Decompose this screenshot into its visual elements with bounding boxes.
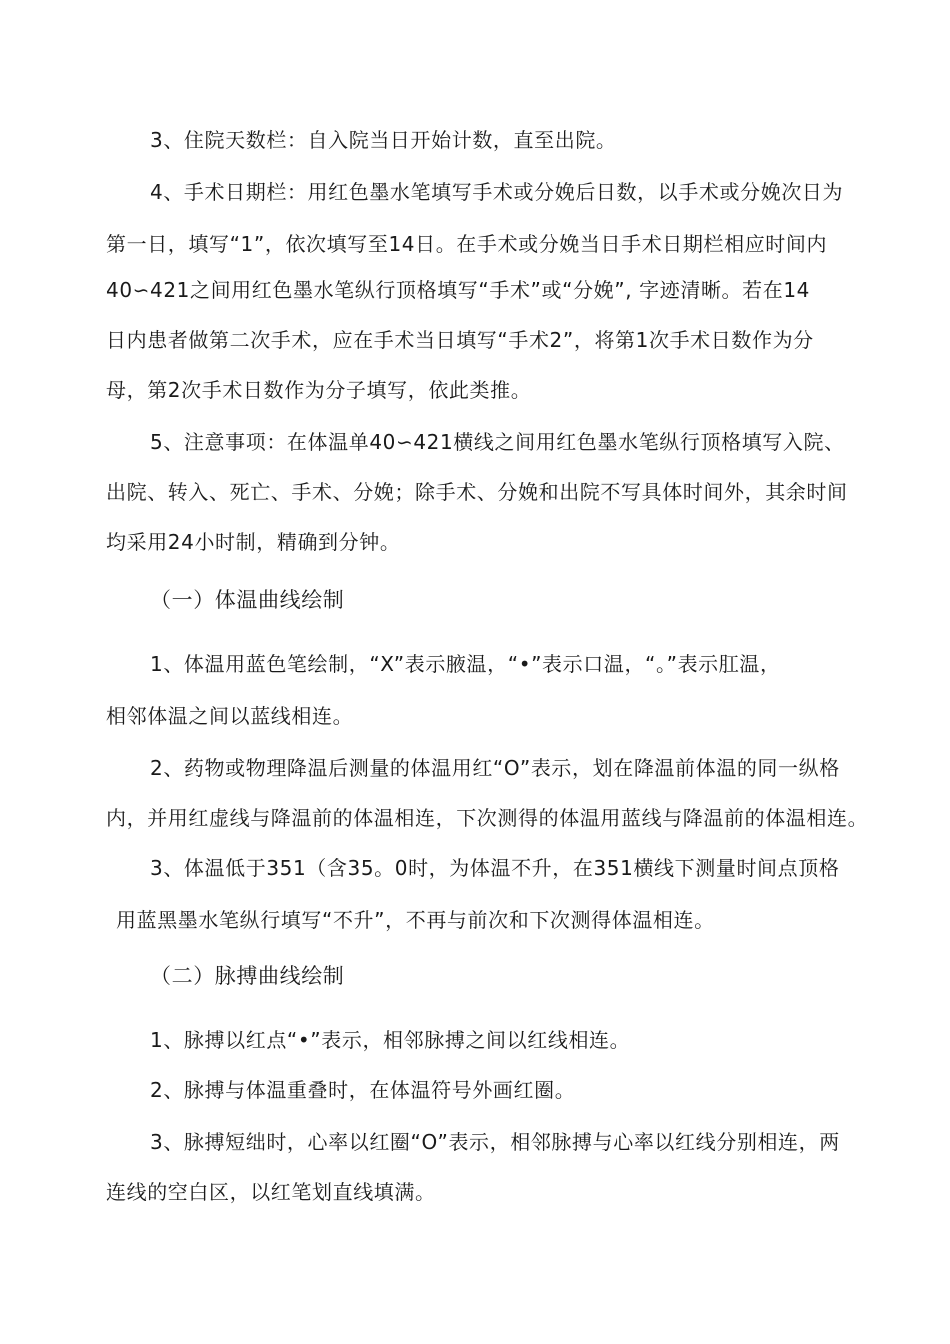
paragraph-surgery-date-line-4: 日内患者做第二次手术，应在手术当日填写“手术2”，将第1次手术日数作为分 — [106, 328, 814, 352]
paragraph-surgery-date-line-1: 4、手术日期栏：用红色墨水笔填写手术或分娩后日数，以手术或分娩次日为 — [150, 180, 844, 204]
paragraph-pulse-deficit-line-1: 3、脉搏短绌时，心率以红圈“O”表示，相邻脉搏与心率以红线分别相连，两 — [150, 1130, 840, 1154]
paragraph-low-temp-line-2: 用蓝黑墨水笔纵行填写“不升”，不再与前次和下次测得体温相连。 — [116, 908, 715, 932]
paragraph-surgery-date-line-2: 第一日，填写“1”，依次填写至14日。在手术或分娩当日手术日期栏相应时间内 — [106, 232, 828, 256]
section-heading-temperature: （一）体温曲线绘制 — [150, 588, 345, 612]
paragraph-surgery-date-line-3: 40∽421之间用红色墨水笔纵行顶格填写“手术”或“分娩”, 字迹清晰。若在14 — [106, 278, 810, 302]
paragraph-cooling-line-2: 内，并用红虚线与降温前的体温相连，下次测得的体温用蓝线与降温前的体温相连。 — [106, 806, 869, 830]
paragraph-notes-line-3: 均采用24小时制，精确到分钟。 — [106, 530, 401, 554]
paragraph-surgery-date-line-5: 母，第2次手术日数作为分子填写，依此类推。 — [106, 378, 532, 402]
paragraph-low-temp-line-1: 3、体温低于351（含35。0时，为体温不升，在351横线下测量时间点顶格 — [150, 856, 840, 880]
paragraph-temp-symbols-line-1: 1、体温用蓝色笔绘制，“X”表示腋温，“•”表示口温，“。”表示肛温， — [150, 652, 781, 676]
paragraph-hospital-days: 3、住院天数栏：自入院当日开始计数，直至出院。 — [150, 128, 617, 152]
paragraph-pulse-deficit-line-2: 连线的空白区，以红笔划直线填满。 — [106, 1180, 436, 1204]
paragraph-notes-line-1: 5、注意事项：在体温单40∽421横线之间用红色墨水笔纵行顶格填写入院、 — [150, 430, 845, 454]
paragraph-temp-symbols-line-2: 相邻体温之间以蓝线相连。 — [106, 704, 354, 728]
paragraph-notes-line-2: 出院、转入、死亡、手术、分娩；除手术、分娩和出院不写具体时间外，其余时间 — [106, 480, 848, 504]
paragraph-pulse-overlap: 2、脉搏与体温重叠时，在体温符号外画红圈。 — [150, 1078, 576, 1102]
paragraph-cooling-line-1: 2、药物或物理降温后测量的体温用红“O”表示，划在降温前体温的同一纵格 — [150, 756, 840, 780]
section-heading-pulse: （二）脉搏曲线绘制 — [150, 964, 345, 988]
paragraph-pulse-dot: 1、脉搏以红点“•”表示，相邻脉搏之间以红线相连。 — [150, 1028, 631, 1052]
